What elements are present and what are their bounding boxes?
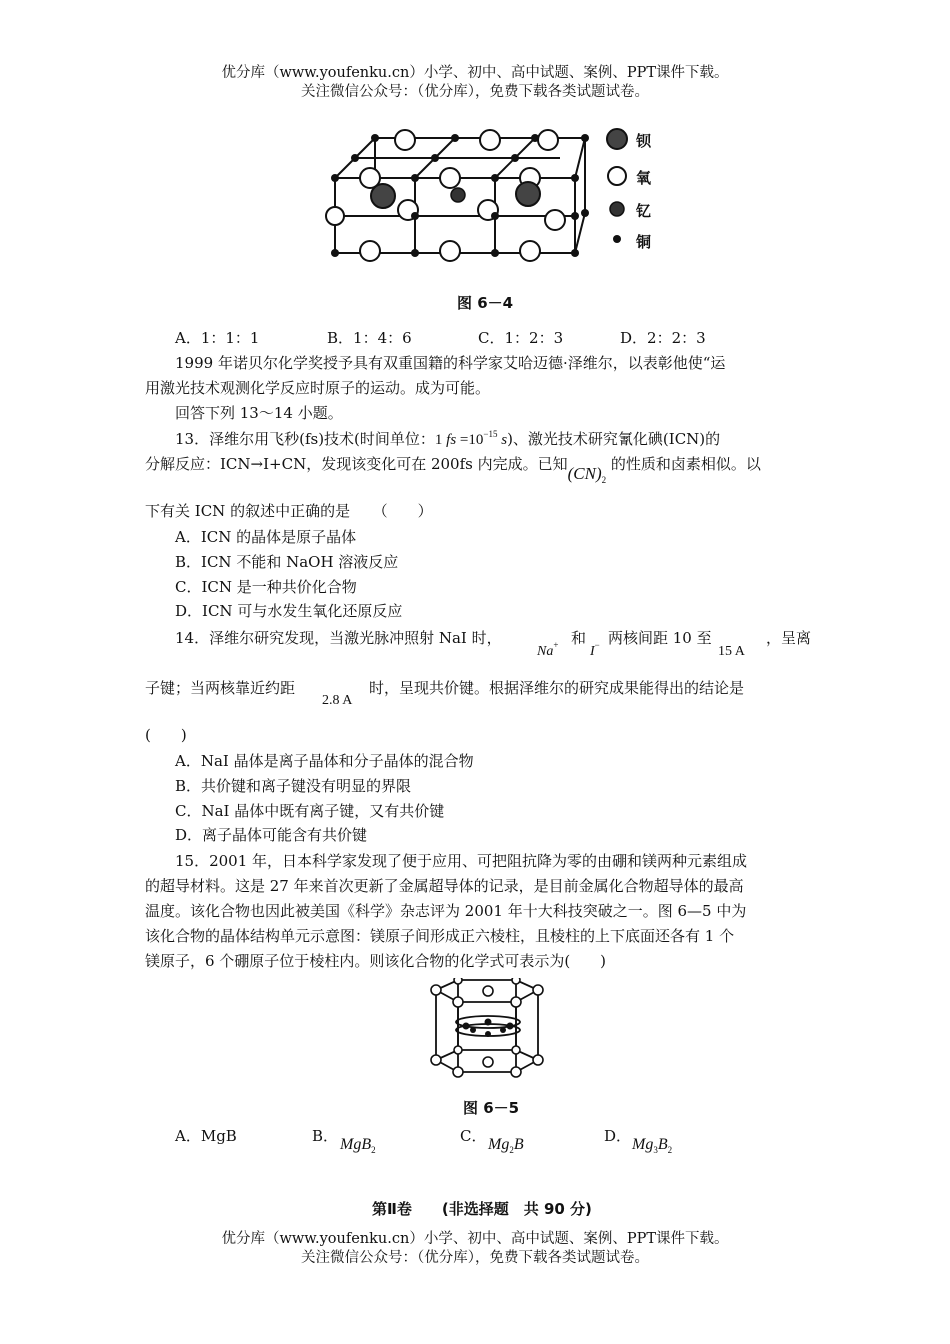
c-formula-text-1: Mg (488, 1136, 510, 1153)
q12-option-c: C．1：2：3 (478, 329, 564, 347)
na-ion (537, 640, 558, 660)
q14-option-a: A．NaI 晶体是离子晶体和分子晶体的混合物 (175, 752, 474, 770)
fs-eq: =10 (459, 432, 484, 448)
q12-option-b: B．1：4：6 (327, 329, 412, 347)
fs-exp: −15 (483, 429, 498, 439)
na-sup: + (553, 640, 559, 650)
q15-line-5: 镁原子，6 个硼原子位于棱柱内。则该化合物的化学式可表示为( ) (145, 952, 607, 970)
cn-text: (CN) (567, 464, 602, 483)
q15-option-c-formula (488, 1136, 524, 1155)
q14-line-2-text-b: 时，呈现共价键。根据泽维尔的研究成果能得出的结论是 (369, 679, 745, 697)
intro-line-1: 1999 年诺贝尔化学奖授予具有双重国籍的科学家艾哈迈德·泽维尔，以表彰他使“运 (175, 354, 726, 372)
q15-option-a: A．MgB (175, 1127, 237, 1145)
q15-option-b-label: B． (312, 1127, 339, 1145)
d-formula-sub-1: 3 (653, 1145, 658, 1155)
q13-option-a: A．ICN 的晶体是原子晶体 (175, 528, 357, 546)
q14-option-b: B．共价键和离子键没有明显的界限 (175, 777, 412, 795)
crystal-structure-figure-6-4 (320, 118, 610, 268)
fs-one: 1 (434, 432, 443, 448)
q15-option-d-label: D． (604, 1127, 632, 1145)
copper-symbol (613, 235, 621, 243)
q13-option-d: D．ICN 可与水发生氧化还原反应 (175, 602, 403, 620)
c-formula-text-2: B (513, 1136, 524, 1153)
q13-text-b: )、激光技术研究氰化碘(ICN)的 (507, 430, 721, 448)
fs-unit: fs (446, 432, 457, 448)
q13-option-b: B．ICN 不能和 NaOH 溶液反应 (175, 553, 399, 571)
q13-text-d: 的性质和卤素相似。以 (610, 455, 761, 473)
legend-oxygen: 氧 (636, 169, 652, 187)
i-sup: − (594, 640, 600, 650)
header-line-1: 优分库（www.youfenku.cn）小学、初中、高中试题、案例、PPT课件下载。 (221, 65, 729, 81)
q13-text-c: 分解反应：ICN→I+CN，发现该变化可在 200fs 内完成。已知 (145, 455, 568, 473)
oxygen-symbol (608, 167, 626, 185)
i-ion (590, 640, 600, 660)
cn-sub: 2 (601, 475, 607, 485)
fs-s: s (501, 432, 508, 448)
q13-option-c: C．ICN 是一种共价化合物 (175, 578, 357, 596)
q15-line-4: 该化合物的晶体结构单元示意图：镁原子间形成正六棱柱，且棱柱的上下底面还各有 1 个 (145, 927, 735, 945)
q13-line-2 (145, 453, 761, 485)
q15-line-2: 的超导材料。这是 27 年来首次更新了金属超导体的记录，是目前金属化合物超导体的最高 (145, 877, 744, 895)
d-formula-text-1: Mg (632, 1136, 654, 1153)
yttrium-symbol (610, 202, 624, 216)
figure-6-5-caption: 图 6－5 (463, 1099, 520, 1117)
b-formula-sub: 2 (371, 1145, 376, 1155)
q14-and: 和 (571, 629, 587, 647)
intro-line-3: 回答下列 13～14 小题。 (175, 404, 343, 422)
q13-line-1 (175, 428, 720, 449)
q15-line-3: 温度。该化合物也因此被美国《科学》杂志评为 2001 年十大科技突破之一。图 6—5 中为 (145, 902, 747, 920)
i-text: I (590, 644, 595, 659)
b-formula-text: MgB (340, 1136, 372, 1153)
q13-text-a: 13．泽维尔用飞秒(fs)技术(时间单位： (175, 430, 435, 448)
barium-symbol (607, 129, 627, 149)
section-2-title: 第Ⅱ卷 (非选择题 共 90 分) (372, 1200, 592, 1218)
d-formula-text-2: B (657, 1136, 668, 1153)
q14-line-1-text-c: ，呈离 (766, 629, 812, 647)
figure-6-4-caption: 图 6－4 (457, 294, 514, 312)
footer-line-2: 关注微信公众号：（优分库），免费下载各类试题试卷。 (301, 1250, 649, 1266)
distance-28a: 2.8 A (322, 693, 353, 708)
q15-option-b-formula (340, 1136, 376, 1155)
hexagonal-prism-figure-6-5 (428, 978, 558, 1090)
q14-line-1-text-a: 14．泽维尔研究发现，当激光脉冲照射 NaI 时， (175, 629, 502, 647)
q13-line-3: 下有关 ICN 的叙述中正确的是 （ ） (145, 502, 433, 520)
q14-option-d: D．离子晶体可能含有共价键 (175, 826, 368, 844)
cn-formula (568, 464, 607, 485)
q12-option-d: D．2：2：3 (620, 329, 706, 347)
q14-line-3: ( ) (145, 726, 187, 744)
distance-15a: 15 A (718, 644, 745, 659)
q14-line-1-text-b: 两核间距 10 至 (608, 629, 712, 647)
na-text: Na (537, 644, 554, 659)
q15-option-c-label: C． (460, 1127, 487, 1145)
q14-line-2-text-a: 子键；当两核靠近约距 (145, 679, 296, 697)
header-line-2: 关注微信公众号：（优分库），免费下载各类试题试卷。 (301, 84, 649, 100)
c-formula-sub: 2 (509, 1145, 514, 1155)
footer-line-1: 优分库（www.youfenku.cn）小学、初中、高中试题、案例、PPT课件下载。 (221, 1231, 729, 1247)
q13-fs-formula (434, 429, 508, 448)
q12-option-a: A．1：1：1 (175, 329, 260, 347)
d-formula-sub-2: 2 (667, 1145, 673, 1155)
legend-symbols (604, 126, 630, 246)
legend-yttrium: 钇 (636, 202, 652, 220)
q14-option-c: C．NaI 晶体中既有离子键，又有共价键 (175, 802, 445, 820)
legend-copper: 铜 (636, 233, 652, 251)
intro-line-2: 用激光技术观测化学反应时原子的运动。成为可能。 (145, 379, 491, 397)
q15-line-1: 15．2001 年，日本科学家发现了便于应用、可把阻抗降为零的由硼和镁两种元素组成 (175, 852, 748, 870)
legend-barium: 钡 (636, 132, 652, 150)
q15-option-d-formula (632, 1136, 672, 1155)
